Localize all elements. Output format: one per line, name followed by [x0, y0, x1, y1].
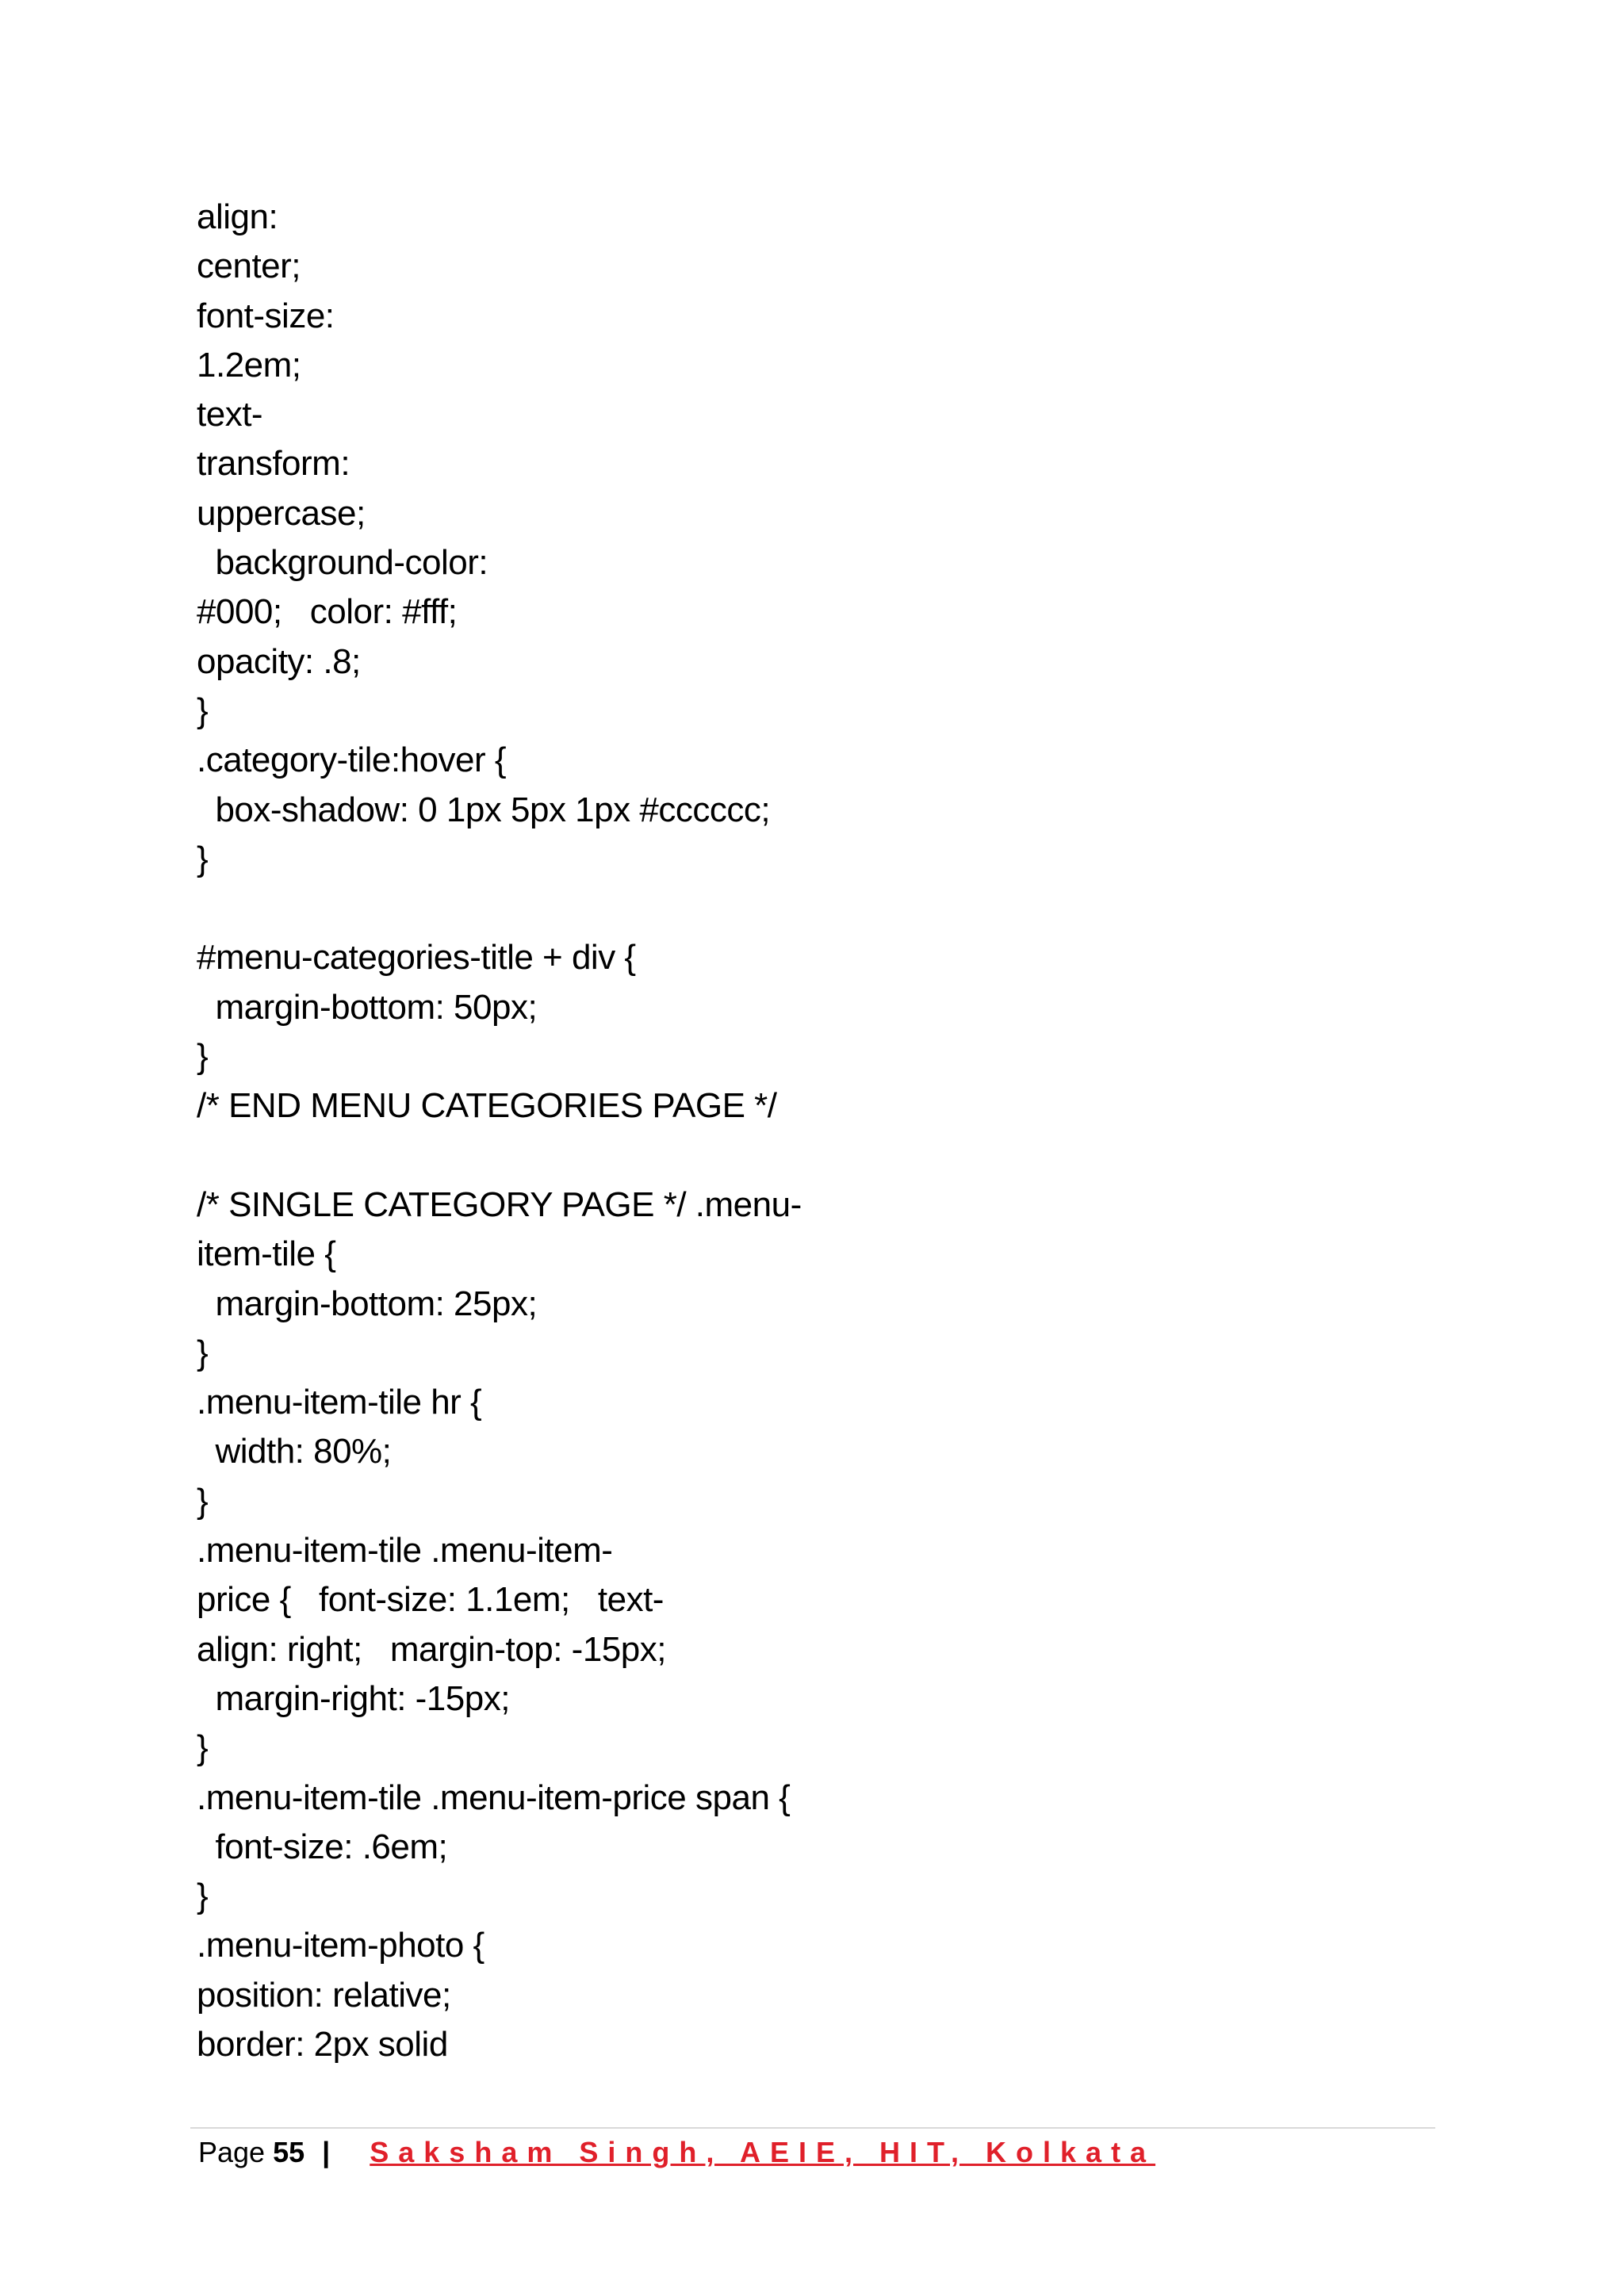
code-line: .category-tile:hover { [197, 740, 507, 780]
code-line: } [197, 1037, 209, 1077]
code-line: margin-bottom: 25px; [197, 1284, 538, 1323]
code-line: align: right; margin-top: -15px; [197, 1629, 666, 1669]
code-line: center; [197, 247, 301, 286]
code-line: } [197, 1877, 209, 1916]
code-line: transform: [197, 444, 350, 484]
code-line: } [197, 1481, 209, 1521]
code-comment: /* END MENU CATEGORIES PAGE */ [197, 1086, 777, 1126]
footer-divider [190, 2127, 1435, 2129]
code-line: font-size: .6em; [197, 1827, 448, 1866]
code-line: width: 80%; [197, 1432, 392, 1471]
code-line: text- [197, 395, 263, 434]
page-label: Page [198, 2136, 266, 2168]
code-line: #000; color: #fff; [197, 592, 458, 632]
code-line: .menu-item-tile .menu-item- [197, 1531, 613, 1571]
code-line: #menu-categories-title + div { [197, 938, 636, 978]
footer-separator: | [322, 2136, 331, 2168]
code-line: } [197, 839, 209, 878]
code-line: .menu-item-tile .menu-item-price span { [197, 1777, 791, 1817]
code-line: } [197, 1333, 209, 1372]
code-line: box-shadow: 0 1px 5px 1px #cccccc; [197, 790, 771, 829]
page-number: 55 [273, 2136, 305, 2168]
code-line: .menu-item-tile hr { [197, 1383, 482, 1422]
blank-line [197, 884, 1434, 933]
code-line: background-color: [197, 543, 488, 583]
code-line: 1.2em; [197, 345, 301, 385]
page-footer [198, 2133, 1155, 2172]
code-listing [197, 193, 1434, 2069]
code-line: .menu-item-photo { [197, 1926, 485, 1965]
author-credit: Saksham Singh, AEIE, HIT, Kolkata [370, 2136, 1156, 2168]
code-line: font-size: [197, 296, 335, 335]
code-line: margin-right: -15px; [197, 1678, 510, 1718]
code-comment: /* SINGLE CATEGORY PAGE */ .menu- [197, 1184, 802, 1224]
code-line: opacity: .8; [197, 641, 361, 681]
code-line: border: 2px solid [197, 2024, 448, 2064]
code-line: price { font-size: 1.1em; text- [197, 1580, 664, 1620]
code-line: } [197, 691, 209, 730]
code-line: item-tile { [197, 1234, 336, 1274]
code-line: uppercase; [197, 493, 366, 533]
code-line: } [197, 1728, 209, 1768]
code-line: position: relative; [197, 1975, 451, 2015]
blank-line [197, 1131, 1434, 1181]
code-line: align: [197, 197, 278, 236]
code-line: margin-bottom: 50px; [197, 987, 538, 1027]
